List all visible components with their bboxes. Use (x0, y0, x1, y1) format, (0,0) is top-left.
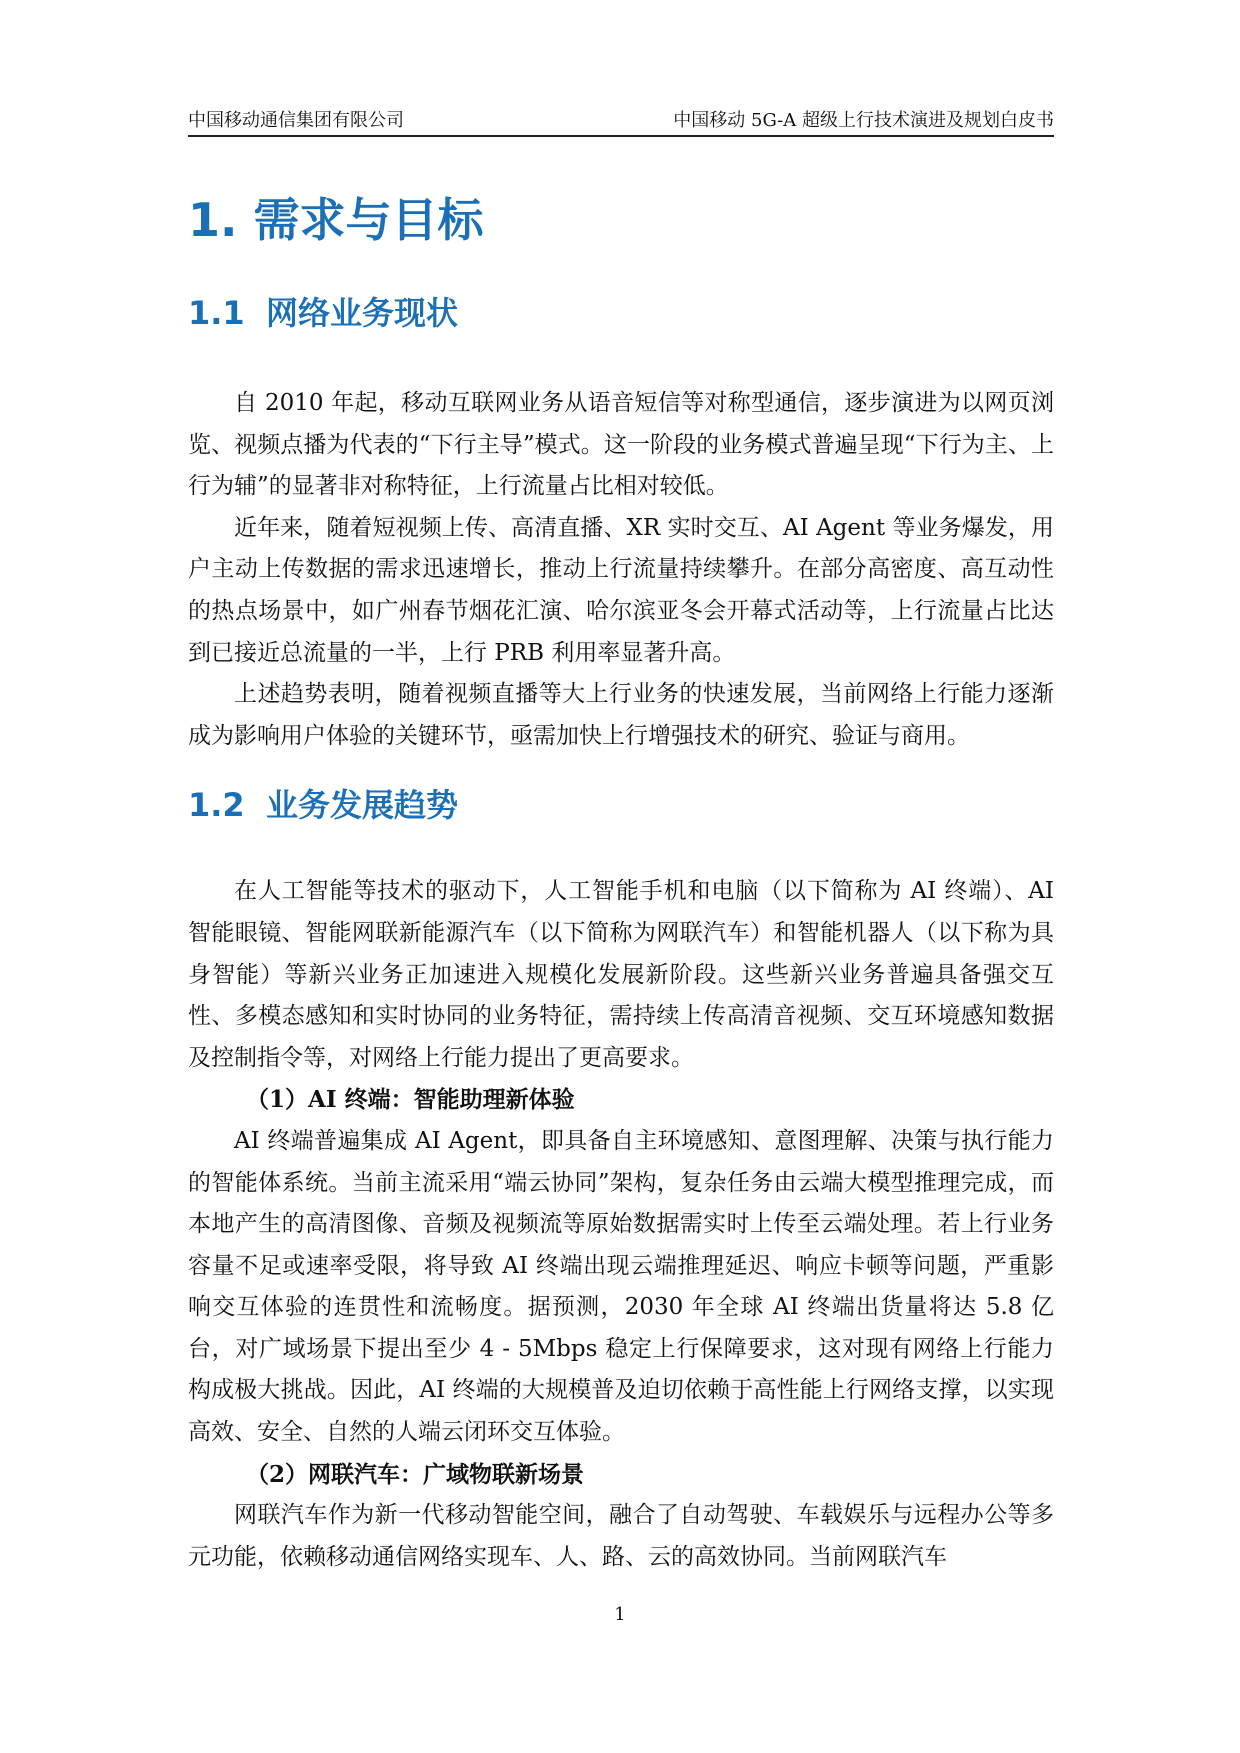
page-number: 1 (614, 1604, 626, 1625)
paragraph: 在人工智能等技术的驱动下，人工智能手机和电脑（以下简称为 AI 终端）、AI 智能眼镜、智能网联新能源汽车（以下简称为网联汽车）和智能机器人（以下称为具身智能）等新兴业务正加速进入规模化发展新阶段。这些新兴业务普遍具备强交互性、多模态感知和实时协同的业务特征，需持续上传高清音视频、交互环境感知数据及控制指令等，对网络上行能力提出了更高要求。 (188, 878, 1054, 1071)
running-header (188, 106, 1054, 137)
section-title: 网络业务现状 (266, 294, 459, 332)
section-title: 业务发展趋势 (266, 786, 459, 825)
section-number: 1.2 (188, 786, 245, 825)
header-organization: 中国移动通信集团有限公司 (188, 110, 404, 131)
subsection-heading: （2）网联汽车：广域物联新场景 (246, 1460, 585, 1488)
paragraph: AI 终端普遍集成 AI Agent，即具备自主环境感知、意图理解、决策与执行能力的智能体系统。当前主流采用“端云协同”架构，复杂任务由云端大模型推理完成，而本地产生的高清图像、音频及视频流等原始数据需实时上传至云端处理。若上行业务容量不足或速率受限，将导致 AI 终端出现云端推理延迟、响应卡顿等问题，严重影响交互体验的连贯性和流畅度。据预测，2030 年全球 AI 终端出货量将达 5.8 亿台，对广域场景下提出至少 4 - 5Mbps 稳定上行保障要求，这对现有网络上行能力构成极大挑战。因此，AI 终端的大规模普及迫切依赖于高性能上行网络支撑，以实现高效、安全、自然的人端云闭环交互体验。 (188, 1127, 1054, 1446)
paragraph: 自 2010 年起，移动互联网业务从语音短信等对称型通信，逐步演进为以网页浏览、视频点播为代表的“下行主导”模式。这一阶段的业务模式普遍呈现“下行为主、上行为辅”的显著非对称特征，上行流量占比相对较低。 (188, 390, 1054, 500)
section-heading-1-2 (188, 783, 1054, 827)
chapter-title: 1. 需求与目标 (188, 193, 484, 247)
section-number: 1.1 (188, 294, 245, 332)
paragraph: 上述趋势表明，随着视频直播等大上行业务的快速发展，当前网络上行能力逐渐成为影响用户体验的关键环节，亟需加快上行增强技术的研究、验证与商用。 (188, 681, 1054, 749)
page-content (188, 190, 1054, 1578)
section-heading-1-1 (188, 291, 1054, 335)
paragraph: 近年来，随着短视频上传、高清直播、XR 实时交互、AI Agent 等业务爆发，用户主动上传数据的需求迅速增长，推动上行流量持续攀升。在部分高密度、高互动性的热点场景中，如广州春节烟花汇演、哈尔滨亚冬会开幕式活动等，上行流量占比达到已接近总流量的一半，上行 PRB 利用率显著升高。 (188, 514, 1054, 666)
subsection-heading: （1）AI 终端：智能助理新体验 (246, 1086, 575, 1114)
paragraph: 网联汽车作为新一代移动智能空间，融合了自动驾驶、车载娱乐与远程办公等多元功能，依赖移动通信网络实现车、人、路、云的高效协同。当前网联汽车 (188, 1502, 1054, 1570)
header-document-title: 中国移动 5G-A 超级上行技术演进及规划白皮书 (673, 110, 1054, 131)
